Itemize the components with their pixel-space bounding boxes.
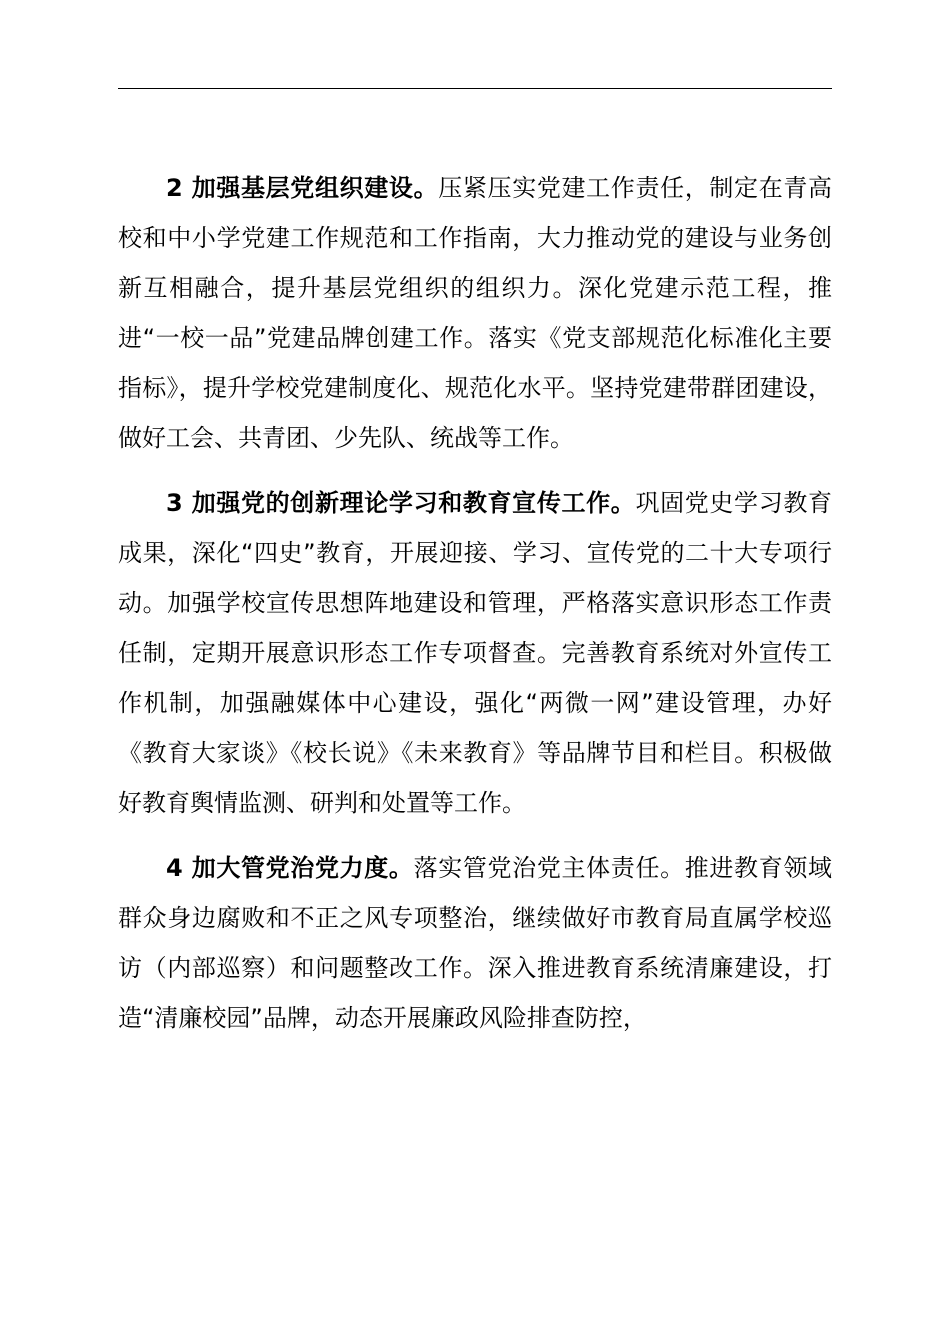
- paragraph-text: 落实管党治党主体责任。推进教育领域群众身边腐败和不正之风专项整治，继续做好市教育局直属学校巡访（内部巡察）和问题整改工作。深入推进教育系统清廉建设，打造“清廉校园”品牌，动态开展廉政风险排查防控，: [118, 854, 833, 1032]
- document-body: [118, 163, 832, 1058]
- paragraph-heading: 3 加强党的创新理论学习和教育宣传工作。: [166, 489, 636, 517]
- paragraph-party-governance: [118, 843, 832, 1043]
- header-rule: [118, 88, 832, 89]
- paragraph-heading: 4 加大管党治党力度。: [166, 854, 414, 882]
- paragraph-party-organization: [118, 163, 832, 463]
- paragraph-text: 压紧压实党建工作责任，制定在青高校和中小学党建工作规范和工作指南，大力推动党的建设与业务创新互相融合，提升基层党组织的组织力。深化党建示范工程，推进“一校一品”党建品牌创建工作。落实《党支部规范化标准化主要指标》，提升学校党建制度化、规范化水平。坚持党建带群团建设，做好工会、共青团、少先队、统战等工作。: [118, 174, 833, 452]
- paragraph-text: 巩固党史学习教育成果，深化“四史”教育，开展迎接、学习、宣传党的二十大专项行动。加强学校宣传思想阵地建设和管理，严格落实意识形态工作责任制，定期开展意识形态工作专项督查。完善教育系统对外宣传工作机制，加强融媒体中心建设，强化“两微一网”建设管理，办好《教育大家谈》《校长说》《未来教育》等品牌节目和栏目。积极做好教育舆情监测、研判和处置等工作。: [118, 489, 832, 817]
- paragraph-theory-study: [118, 478, 832, 828]
- paragraph-heading: 2 加强基层党组织建设。: [166, 174, 439, 202]
